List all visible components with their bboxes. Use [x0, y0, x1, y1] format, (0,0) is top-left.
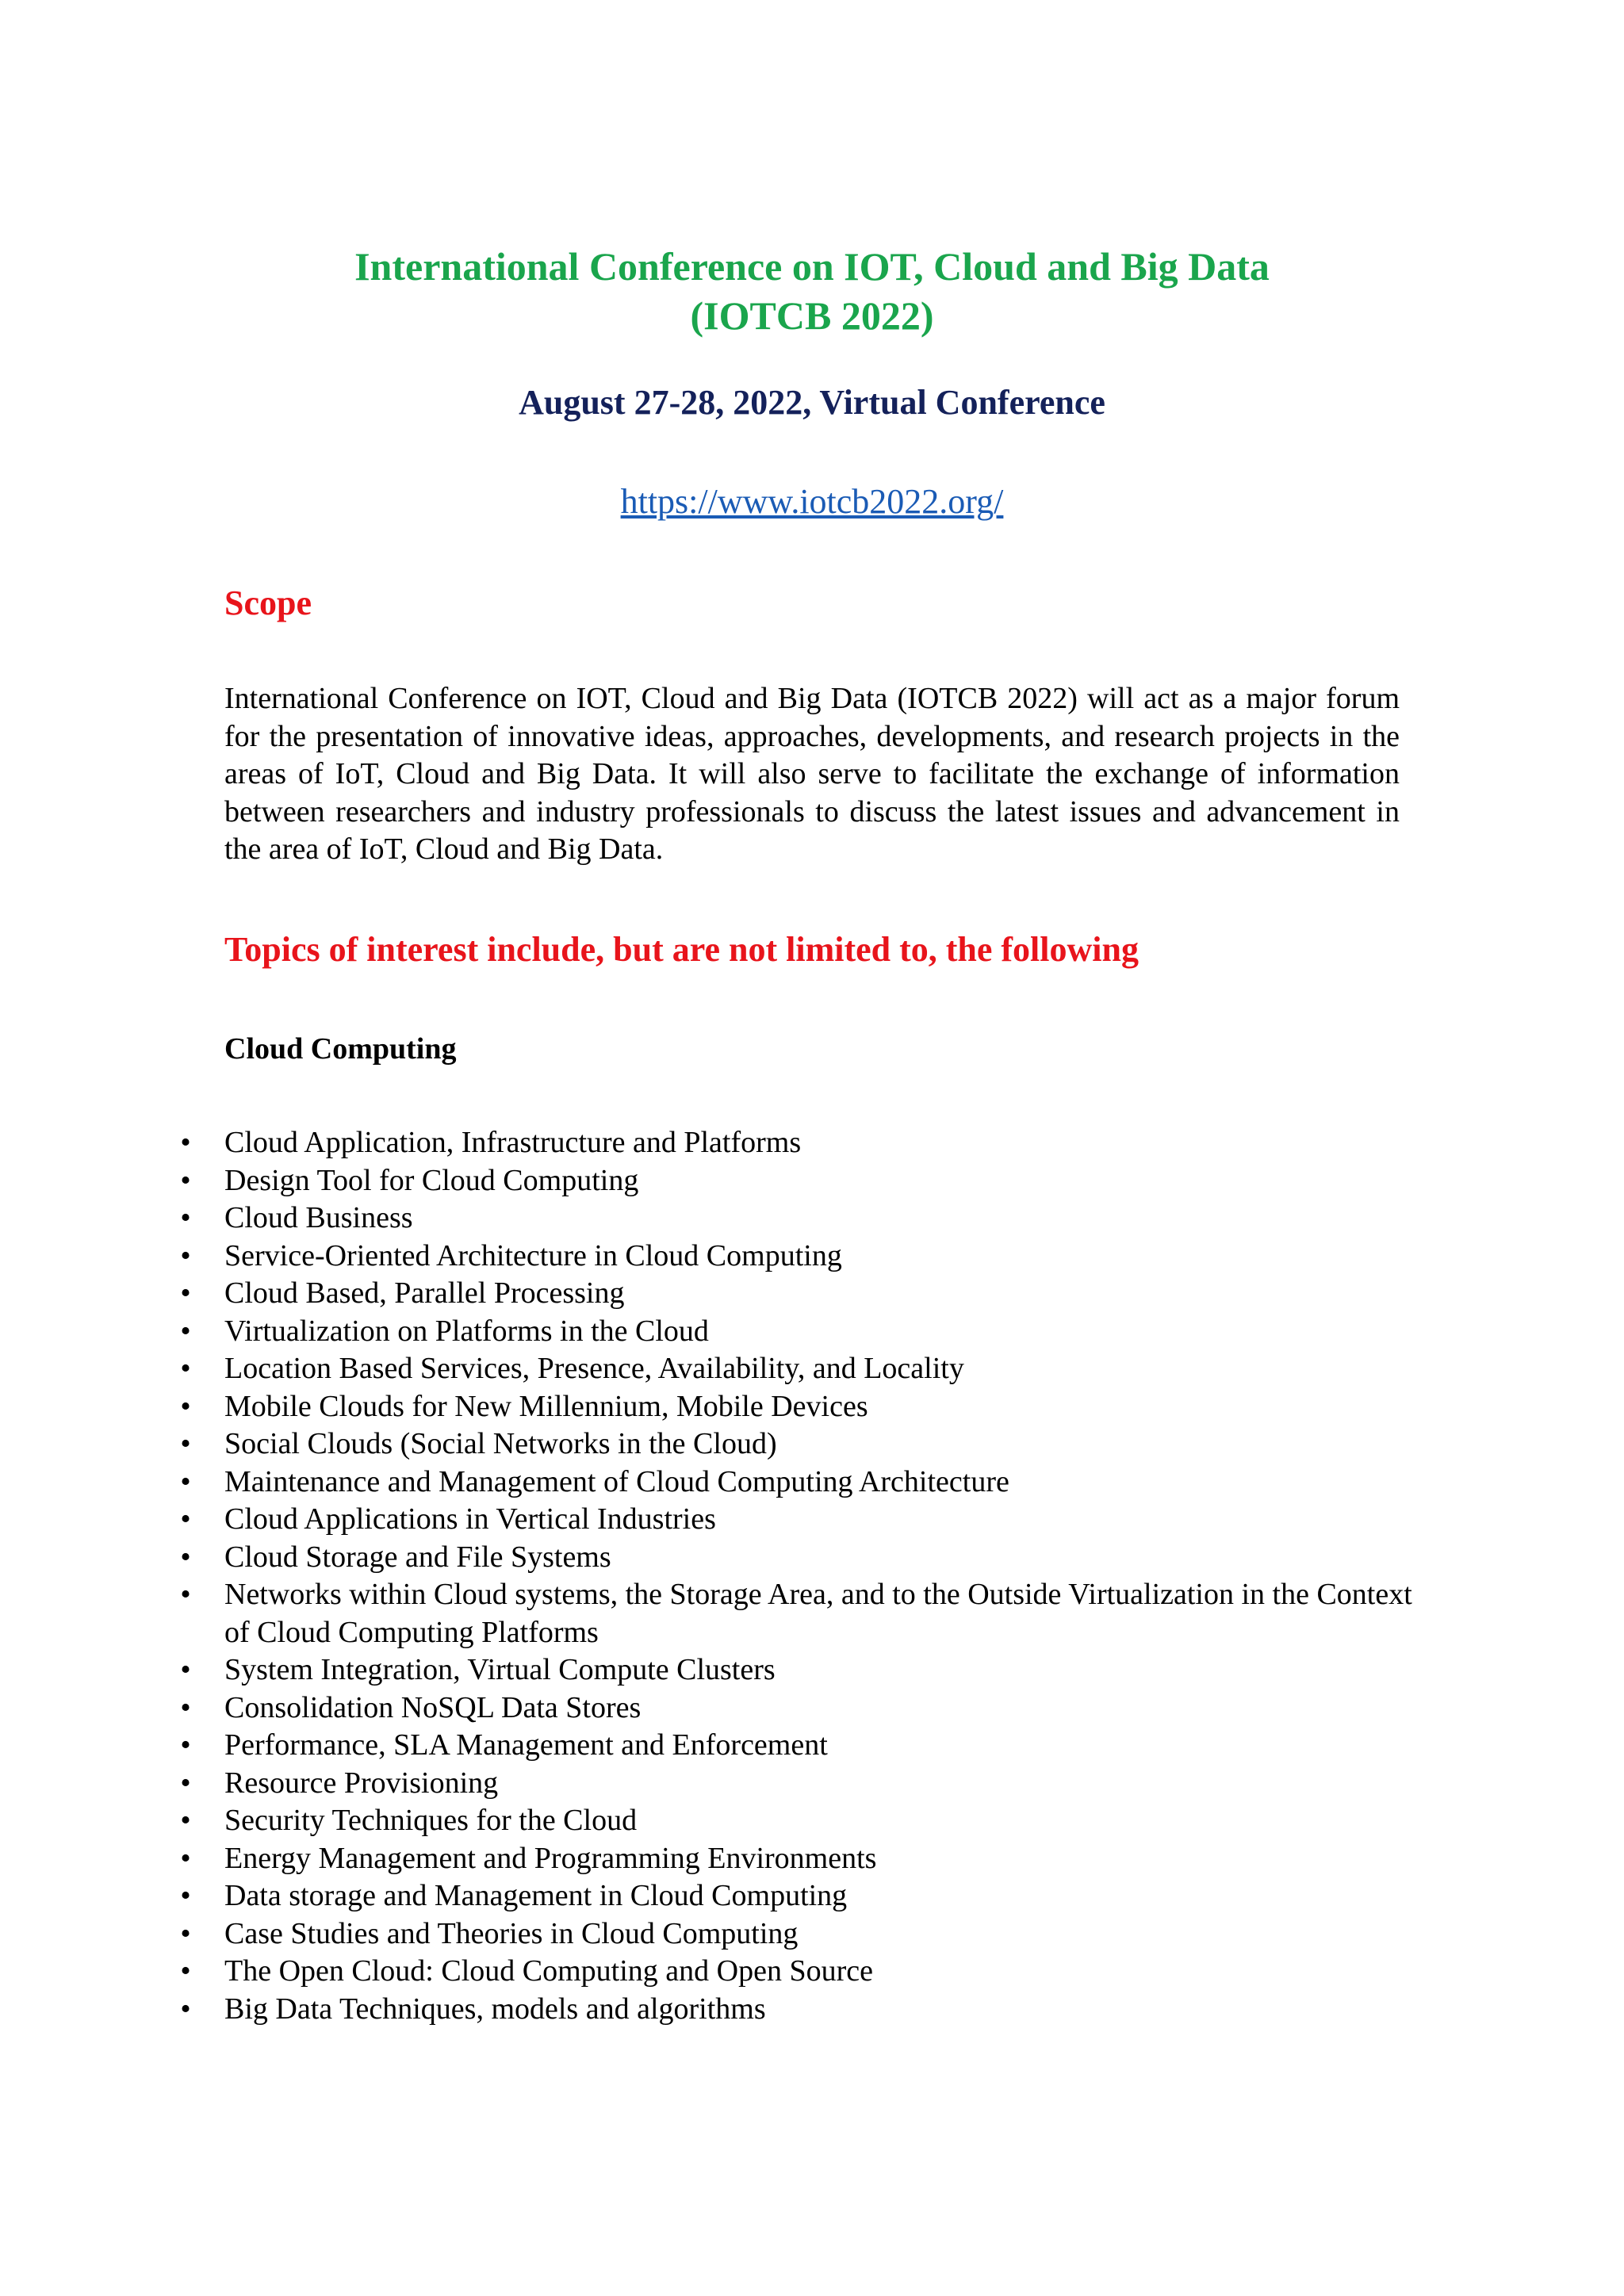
bullet-icon: • [180, 1879, 191, 1912]
topic-list-item [180, 1350, 1430, 1388]
topic-label: Cloud Storage and File Systems [224, 1540, 611, 1574]
conference-url-link[interactable]: https://www.iotcb2022.org/ [620, 482, 1004, 521]
bullet-icon: • [180, 1653, 191, 1686]
bullet-icon: • [180, 1766, 191, 1800]
topic-label: Social Clouds (Social Networks in the Cloud) [224, 1427, 777, 1460]
topic-label: The Open Cloud: Cloud Computing and Open Source [224, 1954, 873, 1988]
bullet-icon: • [180, 1954, 191, 1988]
bullet-icon: • [180, 1804, 191, 1837]
topic-label: Big Data Techniques, models and algorithms [224, 1992, 766, 2026]
topic-list-item [180, 1200, 1430, 1238]
conference-title [0, 242, 1624, 340]
topic-list-item [180, 1727, 1430, 1765]
topic-list-item [180, 1501, 1430, 1539]
bullet-icon: • [180, 1502, 191, 1536]
topic-label: Energy Management and Programming Environments [224, 1841, 877, 1875]
bullet-icon: • [180, 1728, 191, 1762]
topic-label: Case Studies and Theories in Cloud Computing [224, 1916, 799, 1950]
bullet-icon: • [180, 1992, 191, 2026]
topic-list-item [180, 1425, 1430, 1464]
bullet-icon: • [180, 1578, 191, 1611]
bullet-icon: • [180, 1126, 191, 1159]
topic-list-item [180, 1877, 1430, 1915]
conference-title-line2: (IOTCB 2022) [690, 293, 934, 338]
topic-list-item [180, 1953, 1430, 1991]
conference-dates: August 27-28, 2022, Virtual Conference [519, 383, 1105, 422]
topic-list-item [180, 1991, 1430, 2029]
bullet-icon: • [180, 1464, 191, 1498]
topic-label: Maintenance and Management of Cloud Computing Architecture [224, 1464, 1009, 1498]
topic-list-item [180, 1388, 1430, 1426]
bullet-icon: • [180, 1916, 191, 1950]
topic-list [180, 1124, 1430, 2028]
scope-heading: Scope [224, 584, 312, 622]
bullet-icon: • [180, 1841, 191, 1875]
topic-label: Design Tool for Cloud Computing [224, 1163, 639, 1197]
topic-label: Cloud Business [224, 1201, 413, 1234]
topic-label: System Integration, Virtual Compute Clusters [224, 1653, 776, 1686]
topic-label: Virtualization on Platforms in the Cloud [224, 1314, 709, 1348]
bullet-icon: • [180, 1276, 191, 1310]
bullet-icon: • [180, 1540, 191, 1574]
topic-label: Mobile Clouds for New Millennium, Mobile Devices [224, 1389, 868, 1423]
topic-label: Data storage and Management in Cloud Computing [224, 1879, 848, 1912]
topic-list-item [180, 1539, 1430, 1577]
topic-label: Location Based Services, Presence, Availability, and Locality [224, 1352, 964, 1385]
topic-list-item [180, 1651, 1430, 1689]
topic-label: Performance, SLA Management and Enforcement [224, 1728, 828, 1762]
topic-list-item [180, 1802, 1430, 1840]
topic-list-item [180, 1275, 1430, 1313]
conference-title-line1: International Conference on IOT, Cloud and Big Data [354, 244, 1270, 289]
topic-label: Consolidation NoSQL Data Stores [224, 1690, 642, 1724]
bullet-icon: • [180, 1238, 191, 1272]
topic-label: Security Techniques for the Cloud [224, 1804, 638, 1837]
scope-paragraph: International Conference on IOT, Cloud and Big Data (IOTCB 2022) will act as a major forum for the presentation of innovative ideas, approaches, developments, and research projects in the areas of IoT, Cloud and Big Data. It will also serve to facilitate the exchange of information between researchers and industry professionals to discuss the latest issues and advancement in the area of IoT, Cloud and Big Data. [224, 682, 1400, 866]
bullet-icon: • [180, 1201, 191, 1234]
topic-label: Resource Provisioning [224, 1766, 499, 1800]
topic-list-item [180, 1840, 1430, 1878]
topic-label: Cloud Application, Infrastructure and Platforms [224, 1126, 802, 1159]
cloud-computing-heading: Cloud Computing [224, 1032, 457, 1066]
bullet-icon: • [180, 1314, 191, 1348]
topic-list-item [180, 1238, 1430, 1276]
topic-list-item [180, 1576, 1430, 1651]
topic-label: Cloud Based, Parallel Processing [224, 1276, 625, 1310]
bullet-icon: • [180, 1389, 191, 1423]
topic-list-item [180, 1162, 1430, 1200]
bullet-icon: • [180, 1690, 191, 1724]
topic-list-item [180, 1464, 1430, 1502]
conference-url-container [0, 480, 1624, 524]
topic-list-item [180, 1124, 1430, 1162]
topic-list-item [180, 1915, 1430, 1954]
topic-list-item [180, 1765, 1430, 1803]
bullet-icon: • [180, 1163, 191, 1197]
topic-list-item [180, 1689, 1430, 1728]
topics-heading: Topics of interest include, but are not limited to, the following [224, 930, 1139, 969]
topic-label: Networks within Cloud systems, the Storage Area, and to the Outside Virtualization in the Context of Cloud Computing Platforms [224, 1578, 1412, 1649]
topic-list-item [180, 1313, 1430, 1351]
bullet-icon: • [180, 1352, 191, 1385]
topic-label: Cloud Applications in Vertical Industries [224, 1502, 716, 1536]
topic-label: Service-Oriented Architecture in Cloud Computing [224, 1238, 842, 1272]
bullet-icon: • [180, 1427, 191, 1460]
